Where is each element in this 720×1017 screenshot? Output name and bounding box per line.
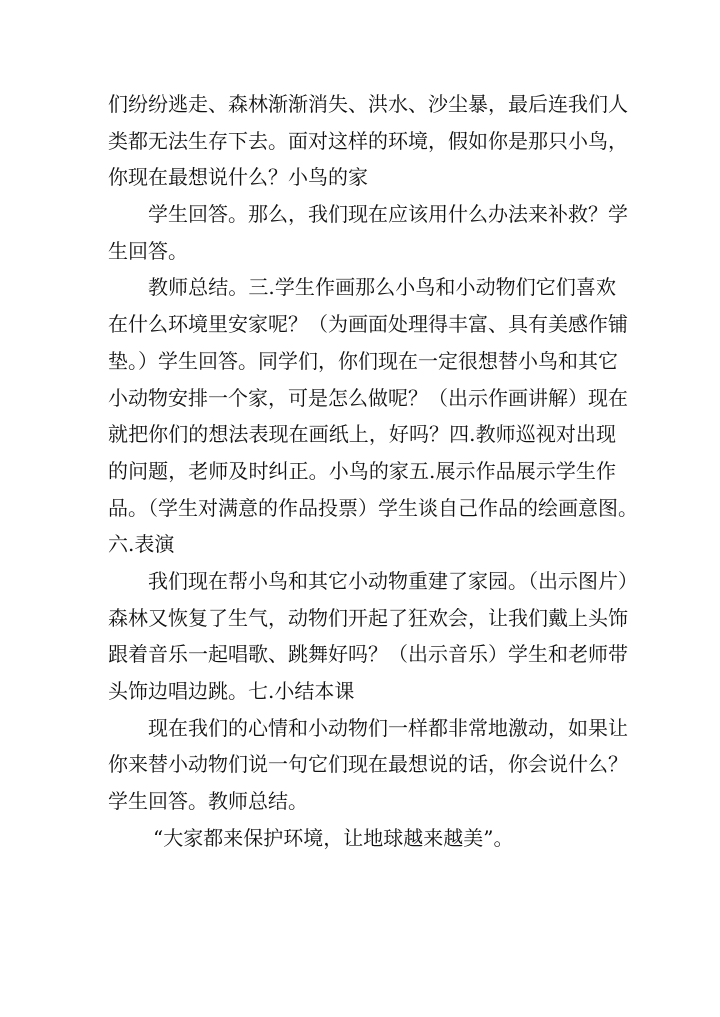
paragraph-line: 小动物安排一个家，可是怎么做呢？（出示作画讲解）现在 (108, 385, 628, 410)
paragraph-line: 的问题，老师及时纠正。小鸟的家五.展示作品展示学生作 (108, 458, 616, 483)
paragraph-line: 学生回答。那么，我们现在应该用什么办法来补救？学 (148, 202, 628, 227)
paragraph-line: 们纷纷逃走、森林渐渐消失、洪水、沙尘暴，最后连我们人 (108, 92, 628, 116)
paragraph-line: 现在我们的心情和小动物们一样都非常地激动，如果让 (148, 715, 628, 740)
paragraph-line: 类都无法生存下去。面对这样的环境，假如你是那只小鸟， (108, 128, 628, 153)
paragraph-line: 品。（学生对满意的作品投票）学生谈自己作品的绘画意图。 (108, 495, 638, 520)
paragraph-line: 教师总结。三.学生作画那么小鸟和小动物们它们喜欢 (148, 275, 616, 300)
paragraph-line: 你来替小动物们说一句它们现在最想说的话，你会说什么？ (108, 752, 628, 777)
document-body (108, 86, 638, 856)
paragraph-line: 跟着音乐一起唱歌、跳舞好吗？（出示音乐）学生和老师带 (108, 642, 628, 667)
paragraph-line: 头饰边唱边跳。七.小结本课 (108, 679, 355, 703)
paragraph-line: 垫。）学生回答。同学们，你们现在一定很想替小鸟和其它 (108, 348, 618, 373)
paragraph-line: 学生回答。教师总结。 (108, 789, 308, 814)
paragraph-line: 在什么环境里安家呢？（为画面处理得丰富、具有美感作铺 (108, 312, 628, 337)
closing-quote-line: “大家都来保护环境，让地球越来越美”。 (153, 825, 514, 850)
paragraph-line: 你现在最想说什么？小鸟的家 (108, 165, 368, 190)
paragraph-line: 生回答。 (108, 238, 188, 263)
paragraph-line: 就把你们的想法表现在画纸上，好吗？四.教师巡视对出现 (108, 422, 616, 447)
paragraph-line: 我们现在帮小鸟和其它小动物重建了家园。（出示图片） (148, 568, 638, 593)
paragraph-line: 森林又恢复了生气，动物们开起了狂欢会，让我们戴上头饰 (108, 605, 628, 630)
paragraph-line: 六.表演 (108, 532, 175, 557)
